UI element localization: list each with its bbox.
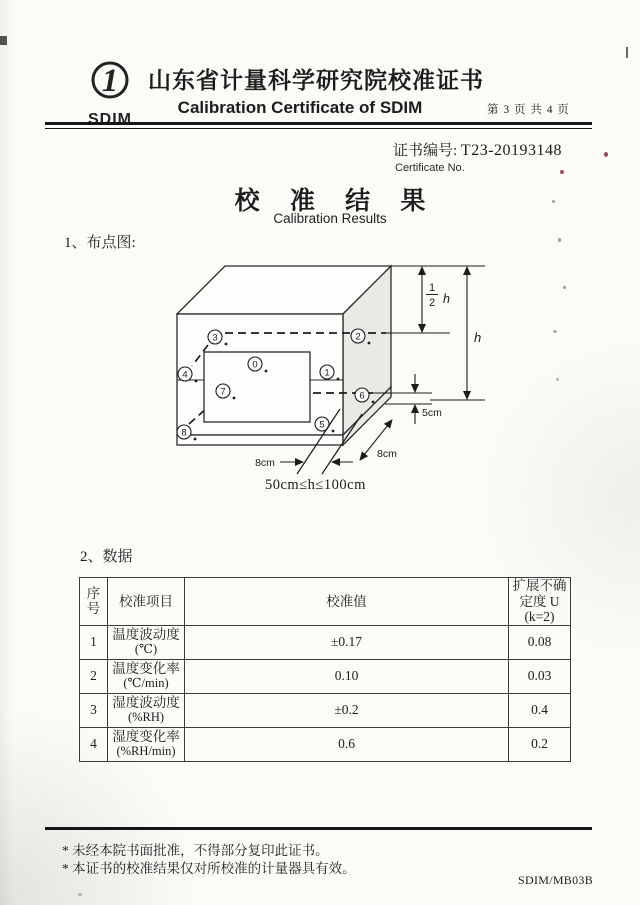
five-cm-dimension (415, 374, 442, 424)
row-no: 4 (80, 727, 108, 761)
document-title-zh: 山东省计量科学研究院校准证书 (148, 68, 484, 93)
svg-text:8cm: 8cm (255, 457, 275, 469)
document-title-en: Calibration Certificate of SDIM (177, 98, 423, 117)
svg-text:1: 1 (428, 282, 436, 294)
svg-text:7: 7 (220, 386, 226, 398)
logo-text: SDIM (88, 111, 132, 128)
header-rule (45, 122, 592, 129)
svg-text:8: 8 (181, 427, 187, 439)
sdim-logo-icon (86, 58, 134, 108)
svg-text:5cm: 5cm (422, 407, 442, 419)
row-uncertainty: 0.03 (509, 659, 571, 693)
row-value: ±0.2 (185, 693, 509, 727)
svg-text:2: 2 (355, 331, 361, 343)
row-no: 2 (80, 659, 108, 693)
scan-mark (626, 47, 628, 58)
sensor-placement-diagram (140, 252, 540, 482)
row-no: 1 (80, 625, 108, 659)
page-number: 第 3 页 共 4 页 (487, 104, 570, 116)
certificate-number-line (393, 139, 562, 160)
results-title-zh: 校 准 结 果 (234, 188, 438, 215)
col-header-uncertainty: 扩展不确 定度 U (k=2) (509, 578, 571, 626)
scan-speck (604, 152, 608, 157)
svg-text:h: h (474, 330, 482, 345)
svg-text:6: 6 (359, 390, 365, 402)
row-uncertainty: 0.2 (509, 727, 571, 761)
scan-speck (78, 893, 82, 896)
h-dimension (467, 267, 481, 399)
certificate-number-value: T23-20193148 (460, 142, 563, 159)
scan-speck (563, 286, 566, 289)
certificate-number-label: 证书编号: (393, 143, 461, 159)
row-value: 0.10 (185, 659, 509, 693)
svg-text:5: 5 (319, 419, 325, 431)
height-range-caption: 50cm≤h≤100cm (265, 477, 366, 493)
row-uncertainty: 0.08 (509, 625, 571, 659)
footer-rule (45, 827, 592, 830)
svg-text:4: 4 (182, 369, 188, 381)
section-1-label: 1、布点图: (64, 235, 136, 251)
certificate-number-label-en: Certificate No. (395, 162, 465, 174)
table-row (80, 693, 571, 727)
table-row (80, 625, 571, 659)
sdim-logo (80, 58, 140, 129)
half-h-dimension (422, 267, 450, 332)
svg-text:0: 0 (252, 359, 258, 371)
col-header-no: 序 号 (80, 578, 108, 626)
row-no: 3 (80, 693, 108, 727)
svg-text:h: h (443, 292, 450, 306)
col-header-value: 校准值 (185, 578, 509, 626)
svg-text:3: 3 (212, 332, 218, 344)
scan-mark (0, 36, 7, 45)
row-item: 湿度波动度 (%RH) (108, 693, 185, 727)
svg-text:2: 2 (428, 297, 436, 309)
row-item: 温度波动度 (℃) (108, 625, 185, 659)
scan-speck (560, 170, 564, 174)
table-row (80, 659, 571, 693)
logo-one-glyph: 1 (101, 63, 119, 99)
scan-speck (553, 330, 557, 333)
row-value: 0.6 (185, 727, 509, 761)
svg-text:8cm: 8cm (377, 448, 397, 460)
col-header-item: 校准项目 (108, 578, 185, 626)
form-code: SDIM/MB03B (518, 873, 594, 887)
scan-speck (552, 200, 555, 203)
row-item: 湿度变化率 (%RH/min) (108, 727, 185, 761)
results-title-en: Calibration Results (273, 211, 387, 226)
footer-note-2: * 本证书的校准结果仅对所校准的计量器具有效。 (62, 861, 356, 876)
row-item: 温度变化率 (℃/min) (108, 659, 185, 693)
footer-note-1: * 未经本院书面批准，不得部分复印此证书。 (62, 843, 329, 858)
scan-speck (556, 378, 559, 381)
svg-text:1: 1 (324, 367, 330, 379)
row-value: ±0.17 (185, 625, 509, 659)
calibration-data-table (79, 577, 571, 762)
scan-speck (558, 238, 561, 242)
section-2-label: 2、数据 (80, 549, 133, 565)
row-uncertainty: 0.4 (509, 693, 571, 727)
table-row (80, 727, 571, 761)
table-header-row (80, 578, 571, 626)
eight-cm-right-dimension (360, 420, 397, 460)
